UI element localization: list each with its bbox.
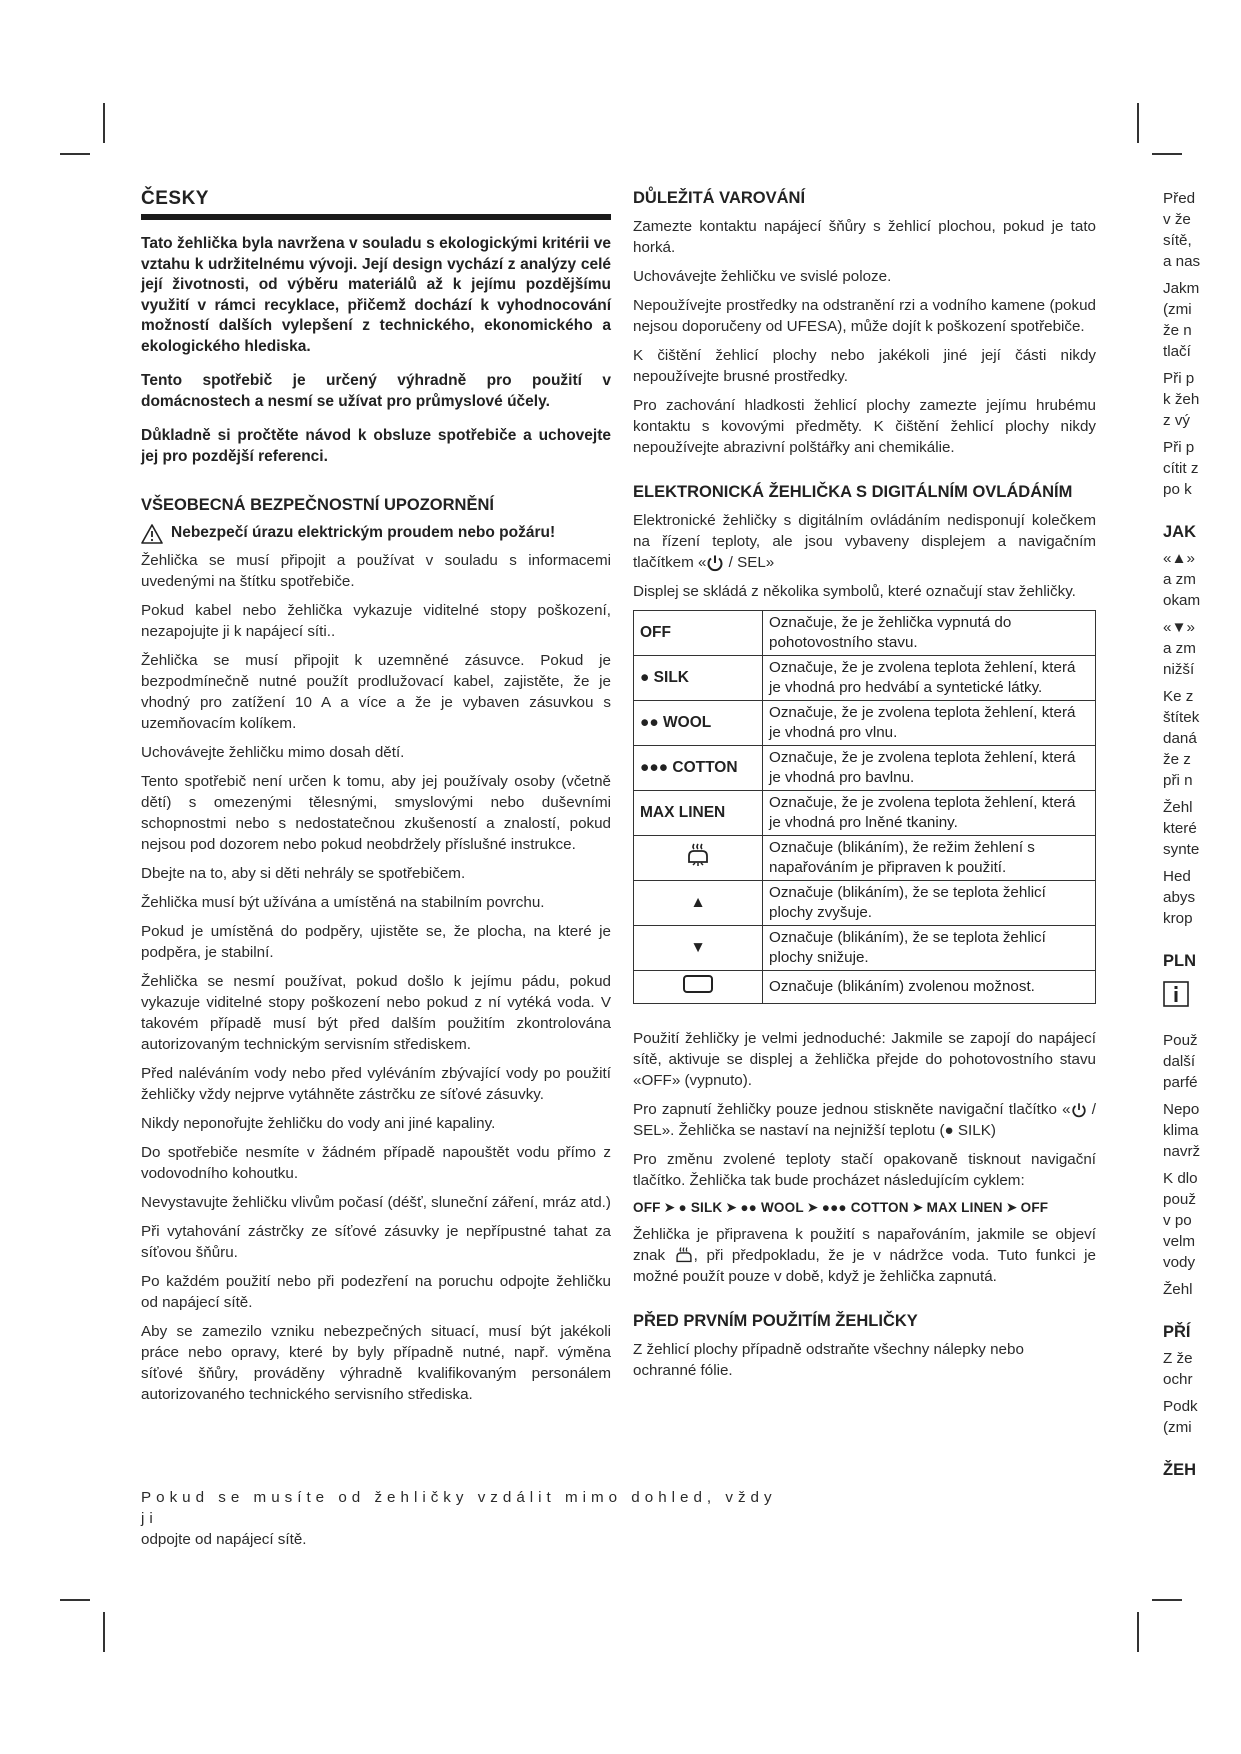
- symbol-cell: ▼: [634, 926, 763, 971]
- table-row: [634, 881, 1096, 926]
- middle-column: [633, 188, 1096, 1381]
- text-fragment: po k: [1163, 481, 1192, 498]
- steam-icon: [685, 842, 711, 868]
- arrow-right-icon: ➤: [1005, 1199, 1018, 1215]
- overlapping-line: Pokud se musíte od žehličky vzdálit mimo dohled, vždy ji: [141, 1489, 777, 1527]
- description-cell: Označuje, že je zvolena teplota žehlení, která je vhodná pro hedvábí a syntetické látky.: [763, 656, 1096, 701]
- display-description: Displej se skládá z několika symbolů, které označují stav žehličky.: [633, 583, 1076, 600]
- text-fragment: daná: [1163, 730, 1197, 747]
- usage-paragraph: Pro změnu zvolené teploty stačí opakovaně tisknout navigační tlačítko. Žehlička tak bude procházet následujícím cyklem:: [633, 1151, 1096, 1189]
- warning-paragraph: Uchovávejte žehličku ve svislé poloze.: [633, 268, 892, 285]
- text-fragment: ochr: [1163, 1371, 1193, 1388]
- safety-paragraph: Aby se zamezilo vzniku nebezpečných situací, musí být jakékoli práce nebo opravy, které by byly případně nutné, např. výměna síťové šňůry, prováděny výhradně kvalifikovaným personálem autorizovaného technického servisního střediska.: [141, 1323, 611, 1403]
- crop-mark: [60, 153, 90, 155]
- intro-paragraph: Tento spotřebič je určený výhradně pro použití v domácnostech a nesmí se užívat pro průmyslové účely.: [141, 372, 611, 410]
- description-cell: Označuje, že je zvolena teplota žehlení, která je vhodná pro bavlnu.: [763, 746, 1096, 791]
- overlapping-text: [141, 1487, 781, 1550]
- usage-paragraph: Žehlička je připravena k použití s napařováním, jakmile se objeví znak , při předpokladu, že je v nádržce voda. Tuto funkci je možné použít pouze v době, když je žehlička zapnutá.: [633, 1226, 1096, 1285]
- safety-paragraph: Pokud je umístěná do podpěry, ujistěte se, že plocha, na které je podpěra, je stabilní.: [141, 923, 611, 961]
- text-fragment: z vý: [1163, 412, 1191, 429]
- table-row: [634, 701, 1096, 746]
- electric-warning: [141, 523, 611, 544]
- safety-paragraph: Žehlička musí být užívána a umístěná na stabilním povrchu.: [141, 894, 545, 911]
- text-fragment: štítek: [1163, 709, 1200, 726]
- text-fragment: Nepo: [1163, 1101, 1200, 1118]
- safety-paragraph: Dbejte na to, aby si děti nehrály se spotřebičem.: [141, 865, 466, 882]
- symbol-cell: MAX LINEN: [634, 791, 763, 836]
- text-fragment: «▲»: [1163, 550, 1195, 567]
- text-fragment: další: [1163, 1053, 1196, 1070]
- intro-paragraph: Důkladně si pročtěte návod k obsluze spotřebiče a uchovejte jej pro pozdější referenci.: [141, 427, 611, 465]
- electronic-iron-title: ELEKTRONICKÁ ŽEHLIČKA S DIGITÁLNÍM OVLÁDÁNÍM: [633, 483, 1073, 501]
- description-cell: Označuje (blikáním) zvolenou možnost.: [763, 971, 1096, 1004]
- arrow-right-icon: ➤: [663, 1199, 676, 1215]
- text-fragment: Hed: [1163, 868, 1191, 885]
- first-use-line: ochranné fólie.: [633, 1362, 733, 1379]
- warning-paragraph: Zamezte kontaktu napájecí šňůry s žehlicí plochou, pokud je tato horká.: [633, 218, 1096, 256]
- text-fragment: «▼»: [1163, 619, 1195, 636]
- crop-mark: [1137, 103, 1139, 143]
- text-fragment: tlačí: [1163, 343, 1191, 360]
- safety-paragraph: Žehlička se musí připojit a používat v souladu s informacemi uvedenými na štítku spotřebiče.: [141, 552, 611, 590]
- safety-paragraph: Tento spotřebič není určen k tomu, aby jej používaly osoby (včetně dětí) s omezenými tělesnými, smyslovými nebo duševními schopnostmi nebo s nedostatečnou zkušeností a znalostí, pokud nejsou pod dozorem nebo pokud neobdržely příslušné instrukce.: [141, 773, 611, 853]
- power-icon: [1071, 1102, 1087, 1118]
- table-row: [634, 656, 1096, 701]
- text-fragment: Jakm: [1163, 280, 1200, 297]
- arrow-right-icon: ➤: [806, 1199, 819, 1215]
- text-fragment: že z: [1163, 751, 1191, 768]
- symbol-cell: [634, 836, 763, 881]
- text-fragment: (zmi: [1163, 301, 1192, 318]
- text-fragment: Při p: [1163, 439, 1195, 456]
- table-row: [634, 746, 1096, 791]
- first-use-line: Z žehlicí plochy případně odstraňte všechny nálepky nebo: [633, 1341, 1024, 1358]
- crop-mark: [1152, 153, 1182, 155]
- safety-paragraph: Po každém použití nebo při podezření na poruchu odpojte žehličku od napájecí sítě.: [141, 1273, 611, 1311]
- usage-paragraph: Pro zapnutí žehličky pouze jednou stiskněte navigační tlačítko « / SEL». Žehlička se nastaví na nejnižší teplotu (● SILK): [633, 1101, 1096, 1139]
- text-fragment: (zmi: [1163, 1419, 1192, 1436]
- heading-fragment: ŽEH: [1163, 1461, 1196, 1479]
- text-fragment: sítě,: [1163, 232, 1192, 249]
- warning-triangle-icon: [141, 524, 163, 544]
- right-column-fragment: [1163, 188, 1241, 1538]
- steam-icon: [674, 1246, 694, 1266]
- crop-mark: [103, 103, 105, 143]
- crop-mark: [60, 1599, 90, 1601]
- symbol-cell: [634, 971, 763, 1004]
- text-fragment: a zm: [1163, 640, 1196, 657]
- power-icon: [706, 554, 724, 572]
- warning-paragraph: K čištění žehlicí plochy nebo jakékoli jiné její části nikdy nepoužívejte brusné prostředky.: [633, 347, 1096, 385]
- warning-label: Nebezpečí úrazu elektrickým proudem nebo požáru!: [171, 524, 556, 541]
- description-cell: Označuje, že je zvolena teplota žehlení, která je vhodná pro vlnu.: [763, 701, 1096, 746]
- table-row: [634, 836, 1096, 881]
- temperature-cycle: OFF ➤ ● SILK ➤ ●● WOOL ➤ ●●● COTTON ➤ MAX LINEN ➤ OFF: [633, 1199, 1049, 1215]
- safety-paragraph: Uchovávejte žehličku mimo dosah dětí.: [141, 744, 405, 761]
- table-row: [634, 971, 1096, 1004]
- usage-paragraph: Použití žehličky je velmi jednoduché: Jakmile se zapojí do napájecí sítě, aktivuje se displej a žehlička přejde do pohotovostního stavu «OFF» (vypnuto).: [633, 1030, 1096, 1089]
- text-fragment: synte: [1163, 841, 1200, 858]
- text-fragment: klima: [1163, 1122, 1199, 1139]
- description-cell: Označuje (blikáním), že se teplota žehlicí plochy snižuje.: [763, 926, 1096, 971]
- symbol-cell: OFF: [634, 611, 763, 656]
- overlapping-line: odpojte od napájecí sítě.: [141, 1531, 307, 1548]
- text-fragment: v po: [1163, 1212, 1192, 1229]
- text-fragment: Podk: [1163, 1398, 1198, 1415]
- text-fragment: Ke z: [1163, 688, 1194, 705]
- symbol-cell: ▲: [634, 881, 763, 926]
- text-fragment: Žehl: [1163, 799, 1193, 816]
- description-cell: Označuje (blikáním), že režim žehlení s napařováním je připraven k použití.: [763, 836, 1096, 881]
- display-symbols-table: [633, 610, 1096, 1004]
- safety-paragraph: Žehlička se musí připojit k uzemněné zásuvce. Pokud je bezpodmínečně nutné použít prodlužovací kabel, zajistěte, že je vhodný pro zatížení 10 A a více a že je vybaven zásuvkou s uzemňovacím kolíkem.: [141, 652, 611, 732]
- crop-mark: [1137, 1612, 1139, 1652]
- text-fragment: Žehl: [1163, 1281, 1193, 1298]
- text-fragment: Při p: [1163, 370, 1195, 387]
- table-row: [634, 926, 1096, 971]
- description-cell: Označuje, že je žehlička vypnutá do pohotovostního stavu.: [763, 611, 1096, 656]
- electronic-iron-paragraph: Elektronické žehličky s digitálním ovládáním nedisponují kolečkem na řízení teploty, ale jsou vybaveny displejem a navigačním tlačítkem « / SEL»: [633, 512, 1096, 571]
- heading-fragment: PLN: [1163, 952, 1196, 970]
- text-fragment: navrž: [1163, 1143, 1201, 1160]
- text-fragment: a zm: [1163, 571, 1196, 588]
- text-fragment: okam: [1163, 592, 1201, 609]
- text-fragment: a nas: [1163, 253, 1201, 270]
- heading-fragment: PŘÍ: [1163, 1323, 1191, 1341]
- text-fragment: parfé: [1163, 1074, 1198, 1091]
- selection-box-icon: [682, 973, 714, 995]
- text-fragment: které: [1163, 820, 1197, 837]
- text-fragment: při n: [1163, 772, 1193, 789]
- safety-paragraph: Pokud kabel nebo žehlička vykazuje viditelné stopy poškození, nezapojujte ji k napájecí síti..: [141, 602, 611, 640]
- table-row: [634, 791, 1096, 836]
- symbol-cell: ●● WOOL: [634, 701, 763, 746]
- info-icon: [1163, 981, 1189, 1007]
- warning-paragraph: Nepoužívejte prostředky na odstranění rzi a vodního kamene (pokud nejsou doporučeny od UFESA), může dojít k poškození spotřebiče.: [633, 297, 1096, 335]
- text-fragment: abys: [1163, 889, 1196, 906]
- text-fragment: nižší: [1163, 661, 1195, 678]
- text-fragment: že n: [1163, 322, 1192, 339]
- text-fragment: Před: [1163, 190, 1196, 207]
- description-cell: Označuje, že je zvolena teplota žehlení, která je vhodná pro lněné tkaniny.: [763, 791, 1096, 836]
- text-fragment: krop: [1163, 910, 1193, 927]
- intro-paragraph: Tato žehlička byla navržena v souladu s ekologickými kritérii ve vztahu k udržitelnému vývoji. Její design vychází z analýzy celé její životnosti, od výběru materiálů až k jejímu pozdějšímu využití v rámci recyklace, přičemž dochází k vyhodnocování možností dalších vylepšení z technického, ekonomického a ekologického hlediska.: [141, 235, 611, 355]
- safety-paragraph: Nikdy neponořujte žehličku do vody ani jiné kapaliny.: [141, 1115, 496, 1132]
- heading-fragment: JAK: [1163, 523, 1197, 541]
- text-fragment: v že: [1163, 211, 1191, 228]
- safety-paragraph: Při vytahování zástrčky ze síťové zásuvky je nepřípustné tahat za síťovou šňůru.: [141, 1223, 611, 1261]
- symbol-cell: ●●● COTTON: [634, 746, 763, 791]
- text-fragment: vody: [1163, 1254, 1196, 1271]
- text-fragment: použ: [1163, 1191, 1196, 1208]
- arrow-right-icon: ➤: [911, 1199, 924, 1215]
- crop-mark: [103, 1612, 105, 1652]
- text-fragment: velm: [1163, 1233, 1196, 1250]
- safety-paragraph: Žehlička se nesmí používat, pokud došlo k jejímu pádu, pokud vykazuje viditelné stopy poškození nebo pokud z ní vytéká voda. V takovém případě musí být před dalším použitím zkontrolována autorizovaným technickým servisním střediskem.: [141, 973, 611, 1053]
- warning-paragraph: Pro zachování hladkosti žehlicí plochy zamezte jejímu hrubému kontaktu s kovovými předměty. K čištění žehlicí plochy nikdy nepoužívejte abrazivní polštářky ani chemikálie.: [633, 397, 1096, 456]
- safety-paragraph: Nevystavujte žehličku vlivům počasí (déšť, sluneční záření, mráz atd.): [141, 1194, 611, 1211]
- symbol-cell: ● SILK: [634, 656, 763, 701]
- safety-paragraph: Před naléváním vody nebo před vyléváním zbývající vody po použití žehličky vždy nejprve vytáhněte zástrčku ze síťové zásuvky.: [141, 1065, 611, 1103]
- description-cell: Označuje (blikáním), že se teplota žehlicí plochy zvyšuje.: [763, 881, 1096, 926]
- arrow-right-icon: ➤: [725, 1199, 738, 1215]
- important-warnings-title: DŮLEŽITÁ VAROVÁNÍ: [633, 189, 806, 207]
- safety-section-title: VŠEOBECNÁ BEZPEČNOSTNÍ UPOZORNĚNÍ: [141, 496, 494, 514]
- text-fragment: Z že: [1163, 1350, 1193, 1367]
- crop-mark: [1152, 1599, 1182, 1601]
- text-fragment: Použ: [1163, 1032, 1198, 1049]
- text-fragment: k žeh: [1163, 391, 1200, 408]
- table-row: [634, 611, 1096, 656]
- first-use-title: PŘED PRVNÍM POUŽITÍM ŽEHLIČKY: [633, 1312, 918, 1330]
- left-column: [141, 188, 611, 1413]
- text-fragment: cítit z: [1163, 460, 1199, 477]
- language-title: ČESKY: [141, 188, 611, 220]
- safety-paragraph: Do spotřebiče nesmíte v žádném případě napouštět vodu přímo z vodovodního kohoutku.: [141, 1144, 611, 1182]
- text-fragment: K dlo: [1163, 1170, 1198, 1187]
